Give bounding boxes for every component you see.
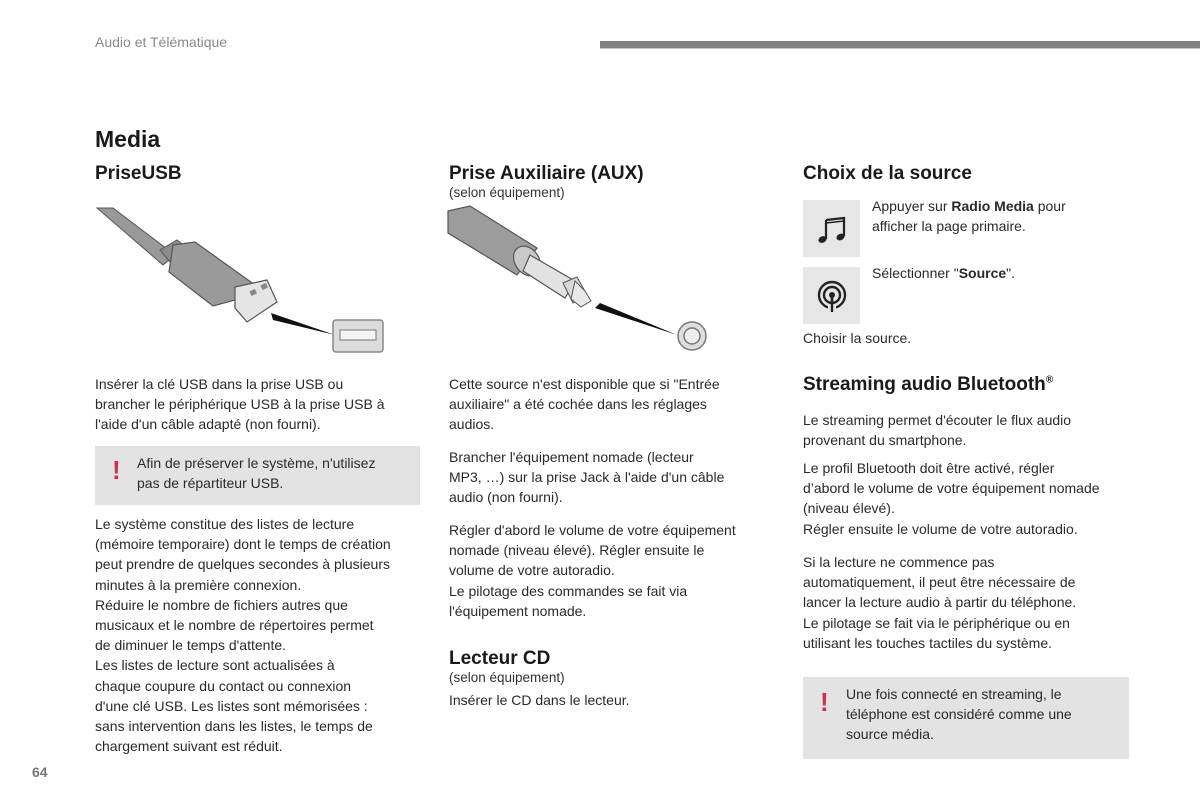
text-line: (niveau élevé).: [803, 500, 895, 517]
text-line: lancer la lecture audio à partir du téléphone.: [803, 594, 1077, 611]
cd-heading: Lecteur CD: [449, 648, 551, 669]
page-title: Media: [95, 126, 161, 152]
insert-arrow: [271, 313, 335, 335]
aux-heading: Prise Auxiliaire (AUX): [449, 163, 644, 184]
bluetooth-heading: [803, 374, 1053, 396]
text-line: Le pilotage des commandes se fait via: [449, 582, 688, 599]
text-line: Une fois connecté en streaming, le: [846, 686, 1062, 702]
usb-body: [95, 514, 430, 756]
radio-media-button[interactable]: [803, 200, 860, 257]
source-step-2: [872, 263, 1015, 283]
cd-text: Insérer le CD dans le lecteur.: [449, 692, 630, 708]
source-heading: Choix de la source: [803, 163, 972, 184]
usb-port-icon: [333, 320, 383, 352]
text-line: Le profil Bluetooth doit être activé, régler: [803, 460, 1055, 476]
source-broadcast-icon: [815, 279, 849, 313]
text-line: Réduire le nombre de fichiers autres que: [95, 596, 348, 613]
text-line: MP3, …) sur la prise Jack à l'aide d'un câble: [449, 469, 725, 486]
text-line: Insérer la clé USB dans la prise USB ou: [95, 376, 344, 392]
text-line: téléphone est considéré comme une: [846, 706, 1072, 723]
text-line: source média.: [846, 726, 934, 743]
aux-para-3: [449, 520, 784, 621]
bluetooth-para-3: [803, 552, 1143, 653]
aux-illustration: [445, 203, 720, 358]
cd-subtitle: (selon équipement): [449, 670, 565, 685]
source-step-1: [872, 196, 1066, 236]
aux-para-1: [449, 374, 784, 435]
bluetooth-para-1: [803, 410, 1143, 450]
text-line: peut prendre de quelques secondes à plusieurs: [95, 556, 390, 573]
text-line: Cette source n'est disponible que si "Entrée: [449, 376, 720, 392]
text-fragment: ".: [1006, 265, 1016, 281]
source-button[interactable]: [803, 267, 860, 324]
aux-para-2: [449, 447, 784, 508]
jack-plug-icon: [448, 206, 591, 307]
text-line: audio (non fourni).: [449, 489, 563, 506]
text-line: l'aide d'un câble adapté (non fourni).: [95, 416, 321, 433]
text-line: utilisant les touches tactiles du système.: [803, 634, 1053, 651]
insert-arrow: [595, 303, 677, 335]
text-line: Si la lecture ne commence pas: [803, 554, 995, 570]
text-fragment: pour: [1033, 198, 1066, 214]
text-line: Le streaming permet d'écouter le flux audio: [803, 412, 1072, 428]
text-line: Afin de préserver le système, n'utilisez: [137, 455, 376, 471]
text-line: afficher la page primaire.: [872, 218, 1026, 235]
text-line: chargement suivant est réduit.: [95, 738, 283, 755]
text-line: brancher le périphérique USB à la prise USB à: [95, 396, 385, 413]
usb-illustration: [95, 200, 390, 360]
jack-socket-icon: [678, 322, 706, 350]
text-line: minutes à la première connexion.: [95, 576, 302, 593]
source-label: Source: [958, 265, 1007, 281]
text-line: automatiquement, il peut être nécessaire de: [803, 574, 1076, 591]
text-fragment: Sélectionner ": [872, 265, 959, 281]
text-line: chaque coupure du contact ou connexion: [95, 677, 352, 694]
usb-heading: PriseUSB: [95, 163, 182, 184]
text-line: d'une clé USB. Les listes sont mémorisées :: [95, 697, 368, 714]
text-line: sans intervention dans les listes, le temps de: [95, 718, 373, 735]
text-line: Régler d'abord le volume de votre équipement: [449, 522, 736, 538]
text-line: audios.: [449, 416, 495, 433]
text-line: auxiliaire" a été cochée dans les réglages: [449, 396, 707, 413]
usb-cable-icon: [97, 208, 277, 322]
bluetooth-warning-note: [803, 677, 1129, 759]
aux-subtitle: (selon équipement): [449, 185, 565, 200]
registered-mark: ®: [1045, 374, 1054, 386]
warning-icon: !: [820, 687, 829, 717]
radio-media-label: Radio Media: [951, 198, 1034, 214]
text-line: musicaux et le nombre de répertoires permet: [95, 617, 374, 634]
usb-warning-note: [95, 446, 420, 505]
text-line: volume de votre autoradio.: [449, 562, 615, 579]
music-note-icon: [815, 212, 849, 246]
text-line: (mémoire temporaire) dont le temps de création: [95, 536, 391, 553]
header-divider: [600, 41, 1200, 49]
text-line: provenant du smartphone.: [803, 432, 967, 449]
text-line: Le système constitue des listes de lecture: [95, 516, 355, 532]
text-line: Régler ensuite le volume de votre autoradio.: [803, 520, 1078, 537]
bluetooth-para-2: [803, 458, 1143, 539]
text-line: Les listes de lecture sont actualisées à: [95, 657, 335, 674]
section-label: Audio et Télématique: [95, 34, 228, 50]
warning-icon: !: [112, 455, 121, 485]
page-number: 64: [32, 764, 48, 780]
text-line: l'équipement nomade.: [449, 602, 587, 619]
text-fragment: Appuyer sur: [872, 198, 952, 214]
usb-intro: [95, 374, 425, 435]
heading-text: Streaming audio Bluetooth: [803, 374, 1046, 395]
text-line: Le pilotage se fait via le périphérique ou en: [803, 614, 1070, 631]
text-line: Brancher l'équipement nomade (lecteur: [449, 449, 694, 465]
text-line: d’abord le volume de votre équipement nomade: [803, 480, 1100, 497]
text-line: pas de répartiteur USB.: [137, 475, 284, 492]
source-step-3: Choisir la source.: [803, 330, 912, 346]
text-line: nomade (niveau élevé). Régler ensuite le: [449, 542, 705, 559]
text-line: de diminuer le temps d'attente.: [95, 637, 287, 654]
